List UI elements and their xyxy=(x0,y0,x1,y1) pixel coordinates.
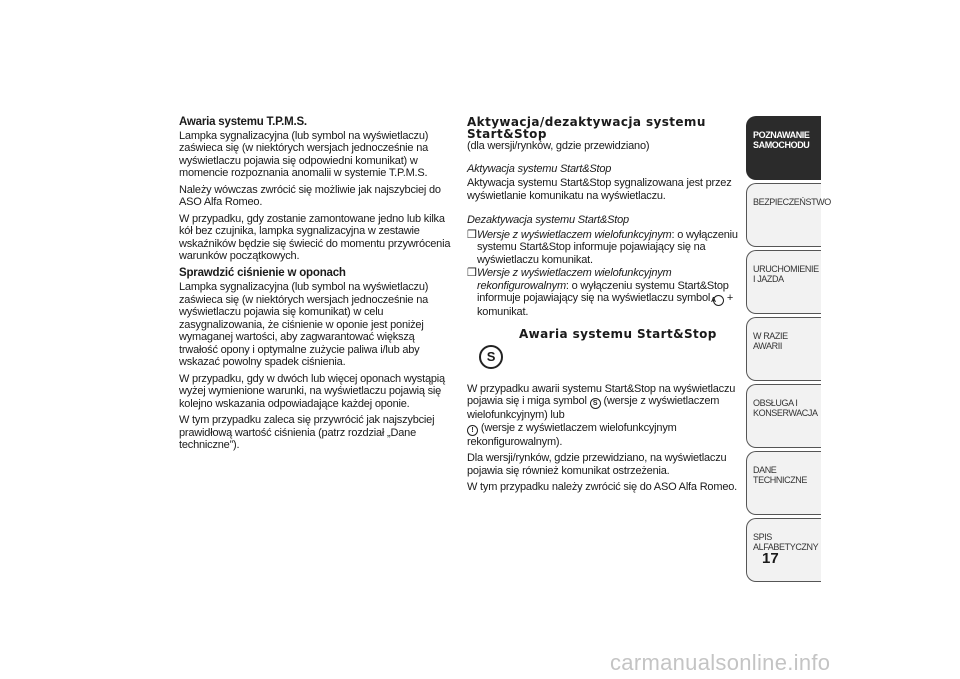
fault-text-b: (wersje z wyświetlaczem wielofunkcyjnym) lub xyxy=(467,395,720,421)
activation-subtitle: (dla wersji/rynków, gdzie przewidziano) xyxy=(467,140,650,152)
tab-label: DANE TECHNICZNE xyxy=(753,465,807,485)
fault-paragraph-2: Dla wersji/rynków, gdzie przewidziano, na wyświetlaczu pojawia się również komunikat ostrzeżenia. xyxy=(467,452,727,477)
fault-text-a: W przypadku awarii systemu Start&Stop na wyświetlaczu pojawia się i miga symbol xyxy=(467,382,736,407)
bullet-1-italic: Wersje z wyświetlaczem wielofunkcyjnym xyxy=(477,228,672,241)
watermark: carmanualsonline.info xyxy=(610,650,831,675)
pressure-paragraph-1: Lampka sygnalizacyjna (lub symbol na wyświetlaczu) zaświeca się (w niektórych wersjach jednocześnie na wyświetlaczu pojawia się komunikat) w celu zasygnalizowania, że ciśnienie w oponie jest poniżej wymaganej wartości, aby zagwarantować większą trwałość opony i optymalne zużycie paliwa i/lub aby wskazać powolny spadek ciśnienia. xyxy=(179,281,429,368)
activation-subheading: Aktywacja systemu Start&Stop xyxy=(467,162,612,175)
tab-bezpieczenstwo[interactable] xyxy=(746,183,831,247)
startstop-symbol-icon: S xyxy=(590,398,601,409)
startstop-fault-icon: S xyxy=(479,345,503,369)
tab-obsluga-i-konserwacja[interactable] xyxy=(746,384,821,448)
bullet-1-text: : o wyłączeniu systemu Start&Stop informuje pojawiający się na wyświetlaczu komunikat. xyxy=(477,228,738,266)
list-item xyxy=(467,229,743,267)
bullet-2-italic: Wersje z wyświetlaczem wielofunkcyjnym rekonfigurowalnym xyxy=(477,267,672,292)
fault-text-c: (wersje z wyświetlaczem wielofunkcyjnym rekonfigurowalnym). xyxy=(467,421,677,448)
tab-label: URUCHOMIENIE I JAZDA xyxy=(753,264,819,284)
page-number: 17 xyxy=(762,550,779,567)
tpms-paragraph-1: Lampka sygnalizacyjna (lub symbol na wyświetlaczu) zaświeca się (w niektórych wersjach jednocześnie na wyświetlaczu pojawia się odpowiedni komunikat) w momencie rozpoznania anomalii w systemie T.P.M.S. xyxy=(179,129,429,179)
tab-dane-techniczne[interactable] xyxy=(746,451,821,515)
pressure-paragraph-2: W przypadku, gdy w dwóch lub więcej oponach wystąpią wyżej wymienione warunki, na wyświetlaczu pojawią się kolejno wskazania odpowiadające każdej oponie. xyxy=(179,372,445,410)
tab-poznawanie-samochodu[interactable] xyxy=(746,116,821,180)
deactivation-subheading: Dezaktywacja systemu Start&Stop xyxy=(467,214,629,226)
tab-uruchomienie-i-jazda[interactable] xyxy=(746,250,821,314)
tpms-heading: Awaria systemu T.P.M.S. xyxy=(179,116,307,128)
tab-label: SPIS ALFABETYCZNY xyxy=(753,532,819,552)
activation-text: Aktywacja systemu Start&Stop sygnalizowana jest przez wyświetlanie komunikatu na wyświetlaczu. xyxy=(467,177,732,202)
tab-label: BEZPIECZEŃSTWO xyxy=(753,197,831,207)
startstop-fault-heading: Awaria systemu Start&Stop xyxy=(519,326,717,341)
tab-spis-alfabetyczny[interactable] xyxy=(746,518,821,582)
tab-w-razie-awarii[interactable] xyxy=(746,317,821,381)
tab-label: W RAZIE AWARII xyxy=(753,331,788,351)
tpms-paragraph-2: Należy wówczas zwrócić się możliwie jak najszybciej do ASO Alfa Romeo. xyxy=(179,183,441,208)
pressure-paragraph-3: W tym przypadku zaleca się przywrócić jak najszybciej prawidłową wartość ciśnienia (patrz rozdział „Dane techniczne”). xyxy=(179,414,435,451)
list-item xyxy=(467,267,743,319)
startstop-fault-small-icon: ! xyxy=(467,425,478,436)
tab-label: OBSŁUGA I KONSERWACJA xyxy=(753,398,818,418)
startstop-activation-heading: Aktywacja/dezaktywacja systemu Start&Stop xyxy=(467,115,706,141)
tpms-paragraph-3: W przypadku, gdy zostanie zamontowane jedno lub kilka kół bez czujnika, lampka sygnalizacyjna w zestawie wskaźników będzie się świecić do momentu przywrócenia warunków początkowych. xyxy=(179,212,451,262)
tab-label: POZNAWANIE SAMOCHODU xyxy=(753,130,810,150)
fault-paragraph-1 xyxy=(467,383,743,449)
chapter-tabs xyxy=(746,116,831,585)
pressure-heading: Sprawdzić ciśnienie w oponach xyxy=(179,266,346,279)
bullet-checkbox-icon: ❒ xyxy=(467,267,477,279)
bullet-2-text: : o wyłączeniu systemu Start&Stop informuje pojawiający się na wyświetlaczu symbol xyxy=(477,279,729,304)
left-column xyxy=(179,116,455,456)
bullet-2-text-end: + komunikat. xyxy=(477,292,734,318)
right-column xyxy=(467,116,743,498)
fault-heading-block xyxy=(467,325,743,383)
fault-paragraph-3: W tym przypadku należy zwrócić się do ASO Alfa Romeo. xyxy=(467,481,738,493)
startstop-off-icon: A xyxy=(713,295,724,306)
bullet-checkbox-icon: ❒ xyxy=(467,228,477,241)
